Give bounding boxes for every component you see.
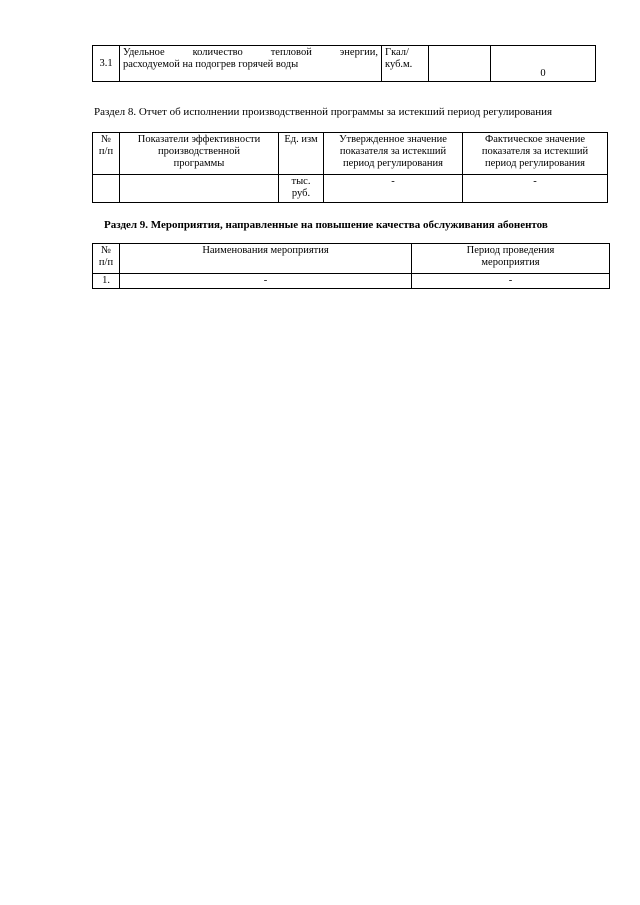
table-row — [93, 46, 596, 82]
unit-cell: тыс. руб. — [279, 175, 324, 203]
table-row — [93, 274, 610, 289]
indicator-name — [120, 175, 279, 203]
heat-energy-table — [92, 45, 596, 82]
indicator-name — [120, 46, 382, 82]
section8-heading: Раздел 8. Отчет об исполнении производственной программы за истекший период регулирования — [94, 106, 553, 118]
header-period: Период проведения мероприятия — [412, 244, 610, 274]
header-num: № п/п — [93, 244, 120, 274]
measure-period: - — [412, 274, 610, 289]
row-number: 1. — [93, 274, 120, 289]
section9-heading: Раздел 9. Мероприятия, направленные на повышение качества обслуживания абонентов — [104, 219, 548, 231]
actual-value: - — [463, 175, 608, 203]
header-approved: Утвержденное значение показателя за истекший период регулирования — [324, 133, 463, 175]
table-header-row — [93, 244, 610, 274]
indicator-name-line2: расходуемой на подогрев горячей воды — [123, 59, 299, 70]
approved-value: - — [324, 175, 463, 203]
header-actual: Фактическое значение показателя за истекший период регулирования — [463, 133, 608, 175]
unit-cell: Гкал/ куб.м. — [382, 46, 429, 82]
header-measure-name: Наименования мероприятия — [120, 244, 412, 274]
section8-table — [92, 132, 608, 203]
measure-name: - — [120, 274, 412, 289]
header-num: № п/п — [93, 133, 120, 175]
table-header-row — [93, 133, 608, 175]
actual-value: 0 — [491, 46, 596, 82]
indicator-name-line1: Удельное количество тепловой энергии, — [123, 47, 378, 58]
header-unit: Ед. изм — [279, 133, 324, 175]
table-row — [93, 175, 608, 203]
row-number: 3.1 — [93, 46, 120, 82]
header-indicators: Показатели эффективности производственной программы — [120, 133, 279, 175]
row-number — [93, 175, 120, 203]
planned-value — [429, 46, 491, 82]
section9-table — [92, 243, 610, 289]
